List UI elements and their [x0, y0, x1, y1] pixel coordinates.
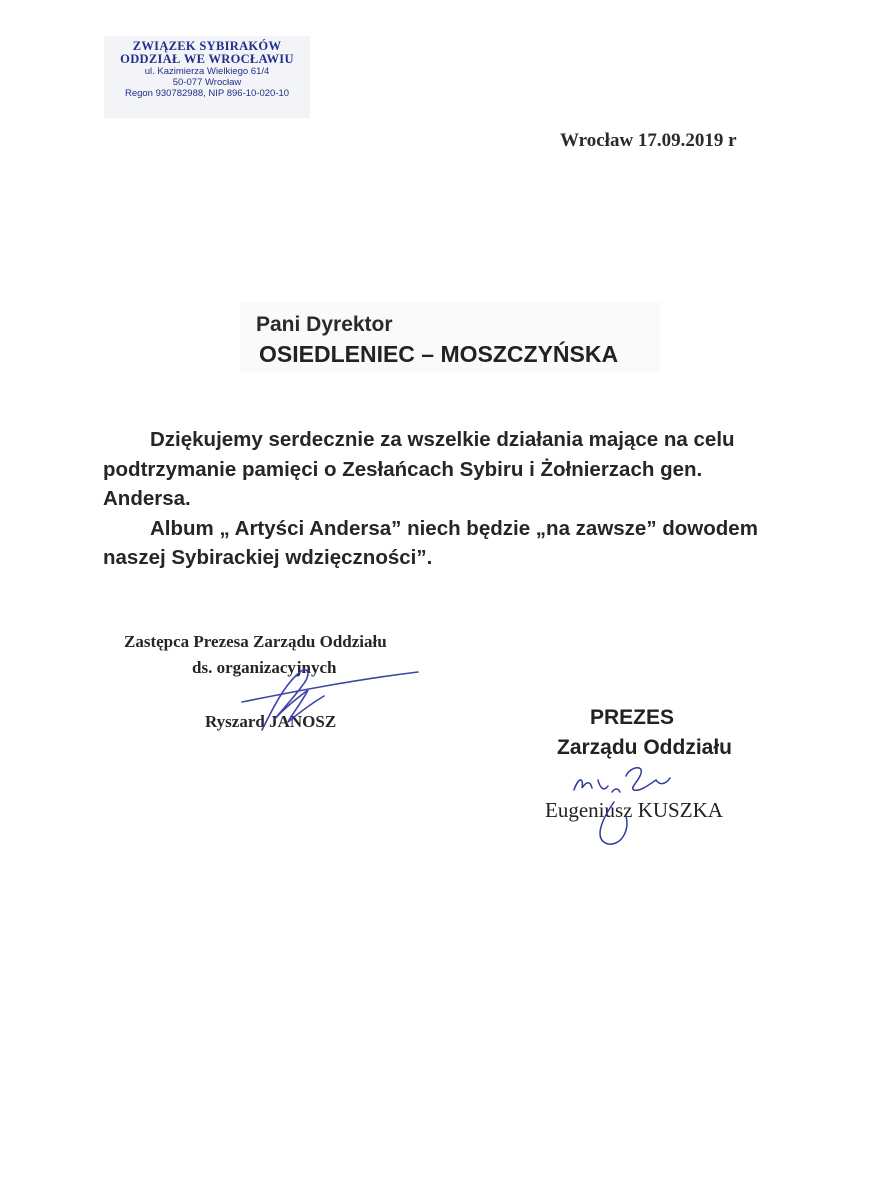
left-handwritten-signature: [222, 660, 422, 740]
letter-body: [103, 425, 793, 573]
left-signatory-subtitle: ds. organizacyjnych: [192, 658, 337, 677]
recipient-title: Pani Dyrektor: [256, 313, 393, 336]
stamp-street: ul. Kazimierza Wielkiego 61/4: [144, 66, 270, 77]
organization-stamp: [104, 36, 310, 118]
letter-date: Wrocław 17.09.2019 r: [560, 130, 737, 151]
stamp-branch-name: ODDZIAŁ WE WROCŁAWIU: [120, 52, 294, 66]
body-paragraph-thanks: Dziękujemy serdecznie za wszelkie działania mające na celu podtrzymanie pamięci o Zesłańcach Sybiru i Żołnierzach gen. Andersa.: [103, 428, 735, 510]
right-signatory-name: Eugeniusz KUSZKA: [545, 798, 723, 822]
stamp-postal-city: 50-077 Wrocław: [172, 77, 242, 88]
right-handwritten-signature: [560, 762, 700, 852]
right-signatory-title: PREZES: [590, 706, 675, 729]
body-paragraph-album: Album „ Artyści Andersa” niech będzie „na zawsze” dowodem naszej Sybirackiej wdzięczności”.: [103, 516, 758, 569]
recipient-name: OSIEDLENIEC – MOSZCZYŃSKA: [259, 341, 619, 367]
right-signatory-subtitle: Zarządu Oddziału: [557, 736, 733, 759]
left-signatory-name: Ryszard JANOSZ: [205, 712, 337, 731]
stamp-org-name: ZWIĄZEK SYBIRAKÓW: [132, 39, 282, 53]
stamp-registry-numbers: Regon 930782988, NIP 896-10-020-10: [124, 88, 290, 99]
left-signatory-title: Zastępca Prezesa Zarządu Oddziału: [124, 632, 387, 651]
